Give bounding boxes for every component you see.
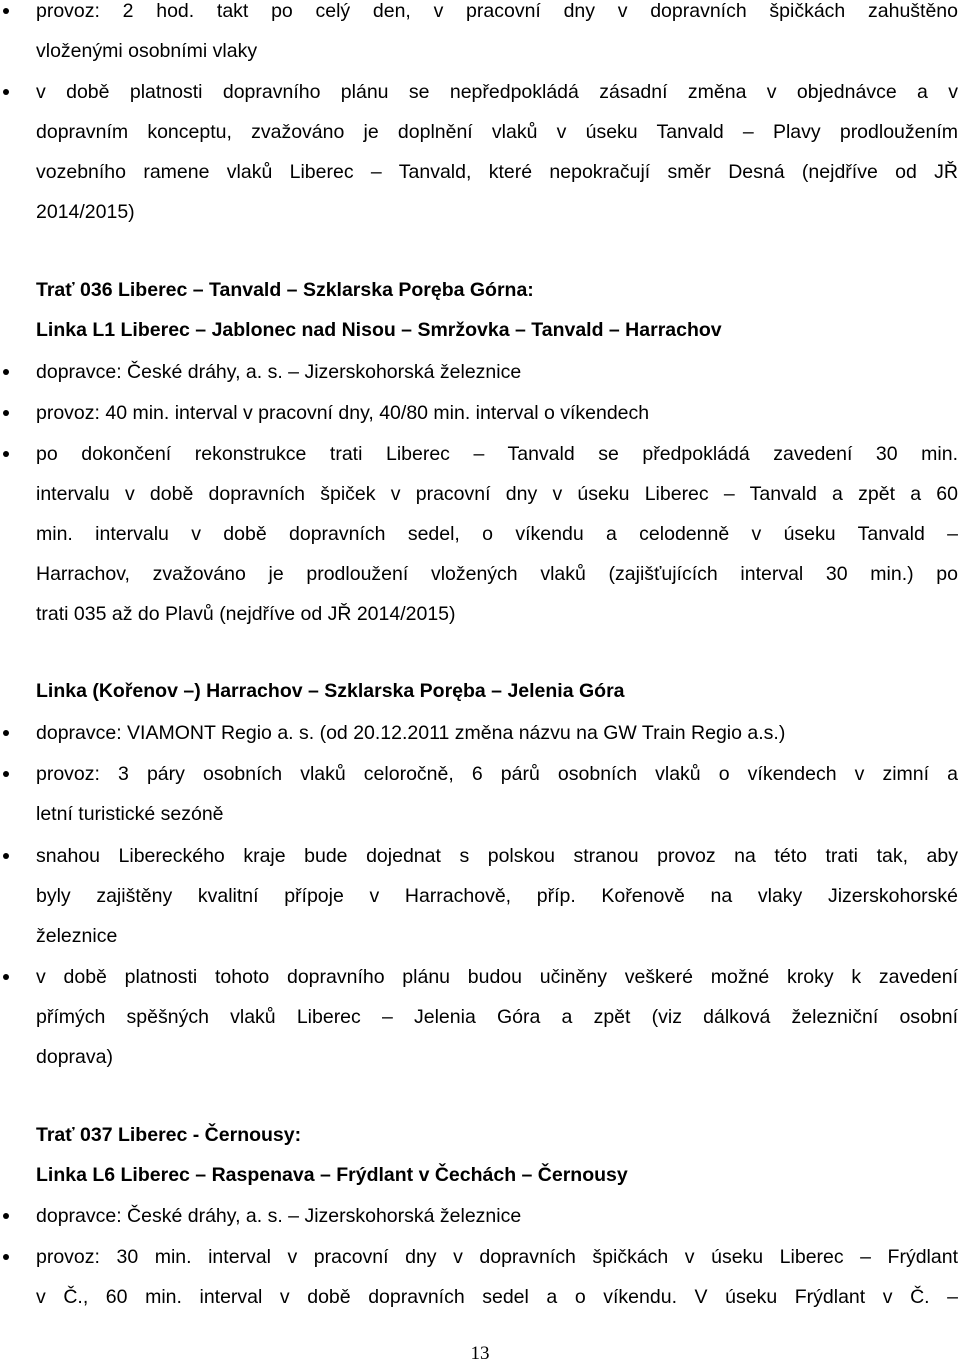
bullet-marker [3,451,9,457]
bullet-marker [3,730,9,736]
bullet-item [36,434,958,634]
bullet-item [36,0,958,71]
bullet-item [36,754,958,834]
line-heading: Linka (Kořenov –) Harrachov – Szklarska Poręba – Jelenia Góra [36,680,625,702]
bullet-marker [3,853,9,859]
bullet-item [36,1237,958,1317]
bullet-marker [3,410,9,416]
bullet-item [36,352,958,392]
bullet-marker [3,369,9,375]
bullet-line: provoz: 40 min. interval v pracovní dny, 40/80 min. interval o víkendech [36,402,650,424]
bullet-line: 2014/2015) [36,201,135,223]
bullet-line: po dokončení rekonstrukce trati Liberec – Tanvald se předpokládá zavedení 30 min. [36,443,958,465]
bullet-line: dopravce: České dráhy, a. s. – Jizerskohorská železnice [36,361,522,383]
bullet-line: provoz: 3 páry osobních vlaků celoročně, 6 párů osobních vlaků o víkendech v zimní a [36,763,958,785]
bullet-line: Harrachov, zvažováno je prodloužení vložených vlaků (zajišťujících interval 30 min.) po [36,563,958,585]
bullet-marker [3,771,9,777]
bullet-line: trati 035 až do Plavů (nejdříve od JŘ 2014/2015) [36,603,456,625]
section-heading: Trať 036 Liberec – Tanvald – Szklarska Poręba Górna: [36,279,534,301]
bullet-line: dopravním konceptu, zvažováno je doplnění vlaků v úseku Tanvald – Plavy prodloužením [36,121,958,143]
bullet-item [36,836,958,956]
bullet-marker [3,89,9,95]
bullet-item [36,957,958,1077]
bullet-line: intervalu v době dopravních špiček v pracovní dny v úseku Liberec – Tanvald a zpět a 60 [36,483,958,505]
bullet-marker [3,8,9,14]
bullet-item [36,72,958,232]
bullet-line: min. intervalu v době dopravních sedel, o víkendu a celodenně v úseku Tanvald – [36,523,958,545]
bullet-item [36,393,958,433]
bullet-line: v Č., 60 min. interval v době dopravních sedel a o víkendu. V úseku Frýdlant v Č. – [36,1286,958,1308]
line-heading: Linka L1 Liberec – Jablonec nad Nisou – Smržovka – Tanvald – Harrachov [36,319,722,341]
bullet-line: vloženými osobními vlaky [36,40,258,62]
bullet-line: přímých spěšných vlaků Liberec – Jelenia Góra a zpět (viz dálková železniční osobní [36,1006,958,1028]
bullet-line: letní turistické sezóně [36,803,224,825]
bullet-line: provoz: 2 hod. takt po celý den, v pracovní dny v dopravních špičkách zahuštěno [36,0,958,22]
bullet-marker [3,1254,9,1260]
bullet-line: železnice [36,925,118,947]
bullet-line: byly zajištěny kvalitní přípoje v Harrachově, příp. Kořenově na vlaky Jizerskohorské [36,885,958,907]
bullet-line: v době platnosti dopravního plánu se nepředpokládá zásadní změna v objednávce a v [36,81,958,103]
bullet-line: snahou Libereckého kraje bude dojednat s polskou stranou provoz na této trati tak, aby [36,845,958,867]
bullet-marker [3,1213,9,1219]
bullet-line: dopravce: České dráhy, a. s. – Jizerskohorská železnice [36,1205,522,1227]
bullet-line: doprava) [36,1046,113,1068]
bullet-line: provoz: 30 min. interval v pracovní dny v dopravních špičkách v úseku Liberec – Frýdlant [36,1246,958,1268]
bullet-item [36,713,958,753]
bullet-marker [3,974,9,980]
bullet-line: v době platnosti tohoto dopravního plánu budou učiněny veškeré možné kroky k zavedení [36,966,958,988]
bullet-line: dopravce: VIAMONT Regio a. s. (od 20.12.2011 změna názvu na GW Train Regio a.s.) [36,722,786,744]
section-heading: Trať 037 Liberec - Černousy: [36,1124,302,1146]
line-heading: Linka L6 Liberec – Raspenava – Frýdlant v Čechách – Černousy [36,1164,628,1186]
bullet-item [36,1196,958,1236]
bullet-line: vozebního ramene vlaků Liberec – Tanvald, které nepokračují směr Desná (nejdříve od JŘ [36,161,958,183]
page-number: 13 [470,1343,490,1364]
